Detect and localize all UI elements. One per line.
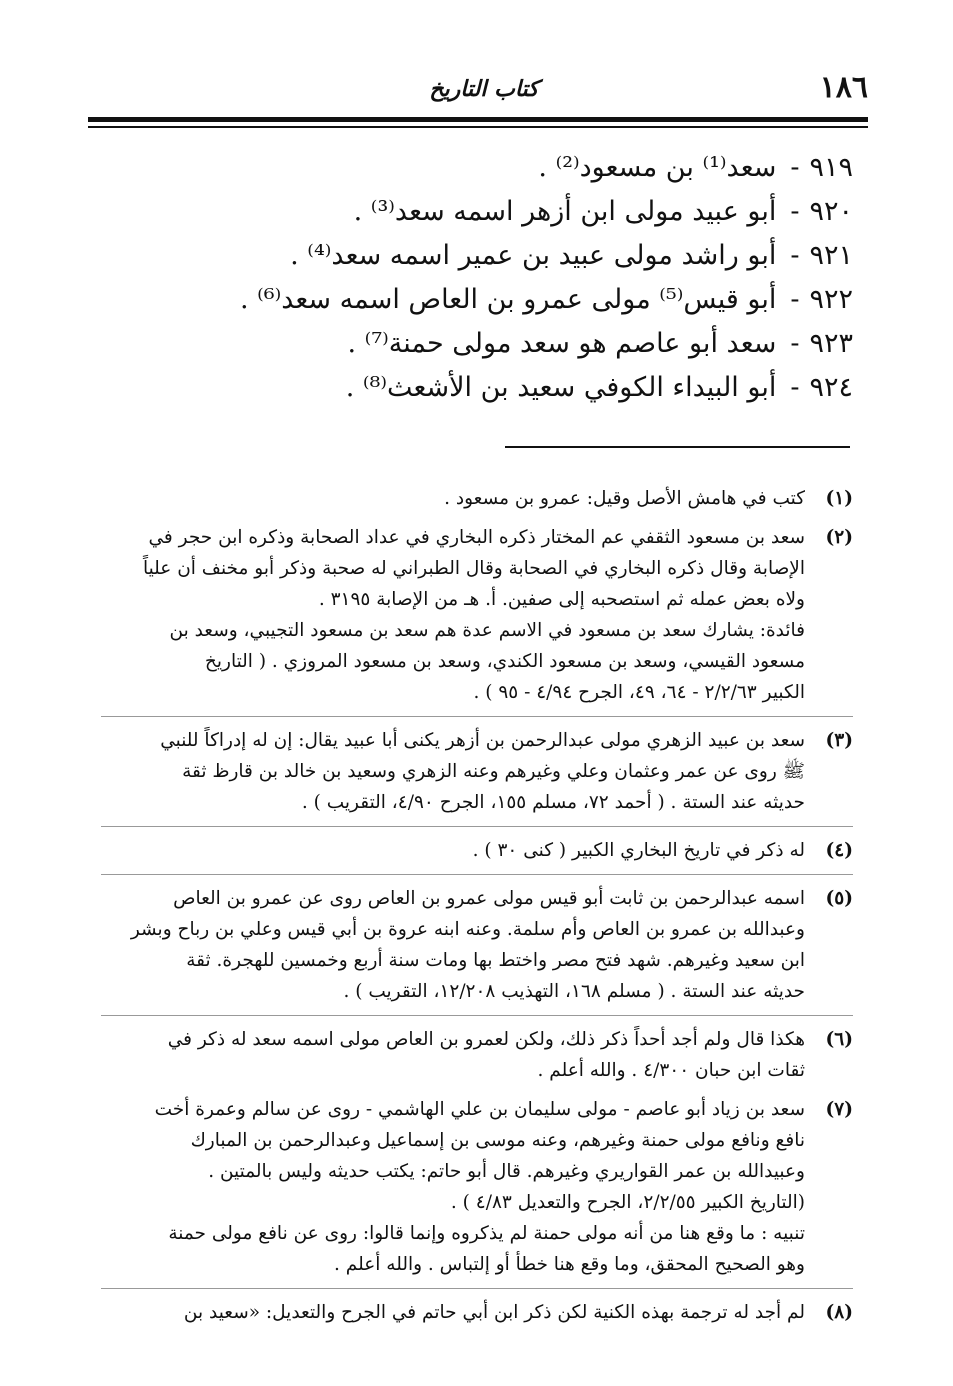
footnote-line: مسعود القيسي، وسعد بن مسعود الكندي، وسعد بن مسعود المروزي . ( التاريخ <box>204 651 805 672</box>
footnote-marker: (٨) <box>825 1302 853 1323</box>
footnote-line: ابن سعيد وغيرهم. شهد فتح مصر واختط بها ومات سنة أربع وخمسين للهجرة. ثقة <box>186 950 805 971</box>
entry-item <box>93 322 853 366</box>
footnote-divider <box>101 874 853 875</box>
entries-list <box>93 146 853 410</box>
footnote-marker: (٦) <box>825 1029 853 1050</box>
footnote <box>101 1297 853 1328</box>
footnote-divider <box>101 716 853 717</box>
footnote <box>101 522 853 708</box>
footnote-line: نافع ونافع مولى حمنة وغيرهم، وعنه موسى بن إسماعيل وعبدالرحمن بن المبارك <box>190 1130 805 1151</box>
entry-dash: - <box>790 328 800 359</box>
entry-text: سعد أبو عاصم هو سعد مولى حمنة⁽⁷⁾ . <box>347 328 777 359</box>
footnote <box>101 1094 853 1280</box>
entry-dash: - <box>790 152 800 183</box>
entry-number: ٩١٩ <box>809 152 853 183</box>
footnote-divider <box>101 1015 853 1016</box>
footnote <box>101 835 853 866</box>
entry-dash: - <box>790 284 800 315</box>
footnote-marker: (٥) <box>825 888 853 909</box>
page-number: ١٨٦ <box>819 70 868 105</box>
footnote-separator <box>505 446 850 448</box>
footnote-line: لم أجد له ترجمة بهذه الكنية لكن ذكر ابن أبي حاتم في الجرح والتعديل: «سعيد بن <box>183 1302 805 1323</box>
footnote-divider <box>101 826 853 827</box>
entry-dash: - <box>790 196 800 227</box>
page-header <box>100 70 868 110</box>
footnote-marker: (٧) <box>825 1099 853 1120</box>
entry-number: ٩٢٤ <box>809 372 853 403</box>
footnote-line: فائدة: يشارك سعد بن مسعود في الاسم عدة هم سعد بن مسعود التجيبي، وسعد بن <box>169 620 805 641</box>
entry-item <box>93 278 853 322</box>
entry-item <box>93 366 853 410</box>
entry-text: أبو راشد مولى عبيد بن عمير اسمه سعد⁽⁴⁾ . <box>290 240 777 271</box>
footnote-line: حديثه عند الستة . ( مسلم ١٦٨، التهذيب ١٢/٢٠٨، التقريب ) . <box>343 981 805 1002</box>
entry-dash: - <box>790 372 800 403</box>
entry-number: ٩٢١ <box>809 240 853 271</box>
entry-dash: - <box>790 240 800 271</box>
footnote-line: كتب في هامش الأصل وقيل: عمرو بن مسعود . <box>444 488 805 509</box>
footnote-line: له ذكر في تاريخ البخاري الكبير ( كنى ٣٠ ) . <box>472 840 805 861</box>
running-title: كتاب التاريخ <box>429 76 539 102</box>
entry-number: ٩٢٠ <box>809 196 853 227</box>
entry-item <box>93 234 853 278</box>
entry-number: ٩٢٣ <box>809 328 853 359</box>
entry-text: أبو قيس⁽⁵⁾ مولى عمرو بن العاص اسمه سعد⁽⁶⁾ . <box>239 284 777 315</box>
footnote-marker: (٤) <box>825 840 853 861</box>
footnote-marker: (٢) <box>825 527 853 548</box>
entry-item <box>93 190 853 234</box>
footnote-line: تنبيه : ما وقع هنا من أنه مولى حمنة لم يذكروه وإنما قالوا: روى عن نافع مولى حمنة <box>168 1223 805 1244</box>
footnote <box>101 725 853 818</box>
footnote-line: الإصابة وقال ذكره البخاري في الصحابة وقال الطبراني له صحبة وذكر أبو مخنف أن علياً <box>142 558 805 579</box>
footnote-line: حديثه عند الستة . ( أحمد ٧٢، مسلم ١٥٥، الجرح ٤/٩٠، التقريب ) . <box>301 792 805 813</box>
footnotes-list <box>101 483 853 1336</box>
footnote <box>101 483 853 514</box>
footnote-line: وهو الصحيح المحقق، وما وقع هنا خطأ أو إلتباس . والله أعلم . <box>334 1254 805 1275</box>
footnote-line: ﷺ روى عن عمر وعثمان وعلي وغيرهم وعنه الزهري وسعيد بن خالد بن قارظ ثقة <box>182 761 805 782</box>
footnote-line: هكذا قال ولم أجد أحداً ذكر ذلك، ولكن لعمرو بن العاص مولى اسمه سعد له ذكر في <box>167 1029 805 1050</box>
footnote-line: سعد بن زياد أبو عاصم - مولى سليمان بن علي الهاشمي - روى عن سالم وعمرة أخت <box>154 1099 805 1120</box>
footnote-line: (التاريخ الكبير ٢/٢/٥٥، الجرح والتعديل ٤/٨٣ ) . <box>450 1192 805 1213</box>
footnote <box>101 1024 853 1086</box>
entry-text: أبو البيداء الكوفي سعيد بن الأشعث⁽⁸⁾ . <box>345 372 777 403</box>
header-rule-thin <box>88 126 868 128</box>
footnote-line: الكبير ٢/٢/٦٣ - ٦٤، ٤٩، الجرح ٤/٩٤ - ٩٥ ) . <box>473 682 805 703</box>
footnote-line: ثقات ابن حبان ٤/٣٠٠ . والله أعلم . <box>537 1060 805 1081</box>
footnote-line: اسمه عبدالرحمن بن ثابت أبو قيس مولى عمرو بن العاص روى عن عمرو بن العاص <box>173 888 805 909</box>
footnote <box>101 883 853 1007</box>
entry-number: ٩٢٢ <box>809 284 853 315</box>
entry-item <box>93 146 853 190</box>
entry-text: سعد⁽¹⁾ بن مسعود⁽²⁾ . <box>538 152 777 183</box>
entry-text: أبو عبيد مولى ابن أزهر اسمه سعد⁽³⁾ . <box>353 196 777 227</box>
header-rule-thick <box>88 117 868 122</box>
footnote-divider <box>101 1288 853 1289</box>
footnote-line: وعبيدالله بن عمر القواريري وغيرهم. قال أبو حاتم: يكتب حديثه وليس بالمتين . <box>208 1161 805 1182</box>
footnote-line: سعد بن عبيد الزهري مولى عبدالرحمن بن أزهر يكنى أبا عبيد يقال: إن له إدراكاً للنبي <box>160 730 805 751</box>
footnote-marker: (١) <box>825 488 853 509</box>
footnote-line: ولاه بعض عمله ثم استصحبه إلى صفين. أ. هـ من الإصابة ٣١٩٥ . <box>318 589 805 610</box>
footnote-line: وعبدالله بن عمرو بن العاص وأم سلمة. وعنه ابنه عروة بن أبي قيس وعلي بن رباح وبشر <box>130 919 805 940</box>
footnote-line: سعد بن مسعود الثقفي عم المختار ذكره البخاري في عداد الصحابة وذكره ابن حجر في <box>148 527 805 548</box>
footnote-marker: (٣) <box>825 730 853 751</box>
